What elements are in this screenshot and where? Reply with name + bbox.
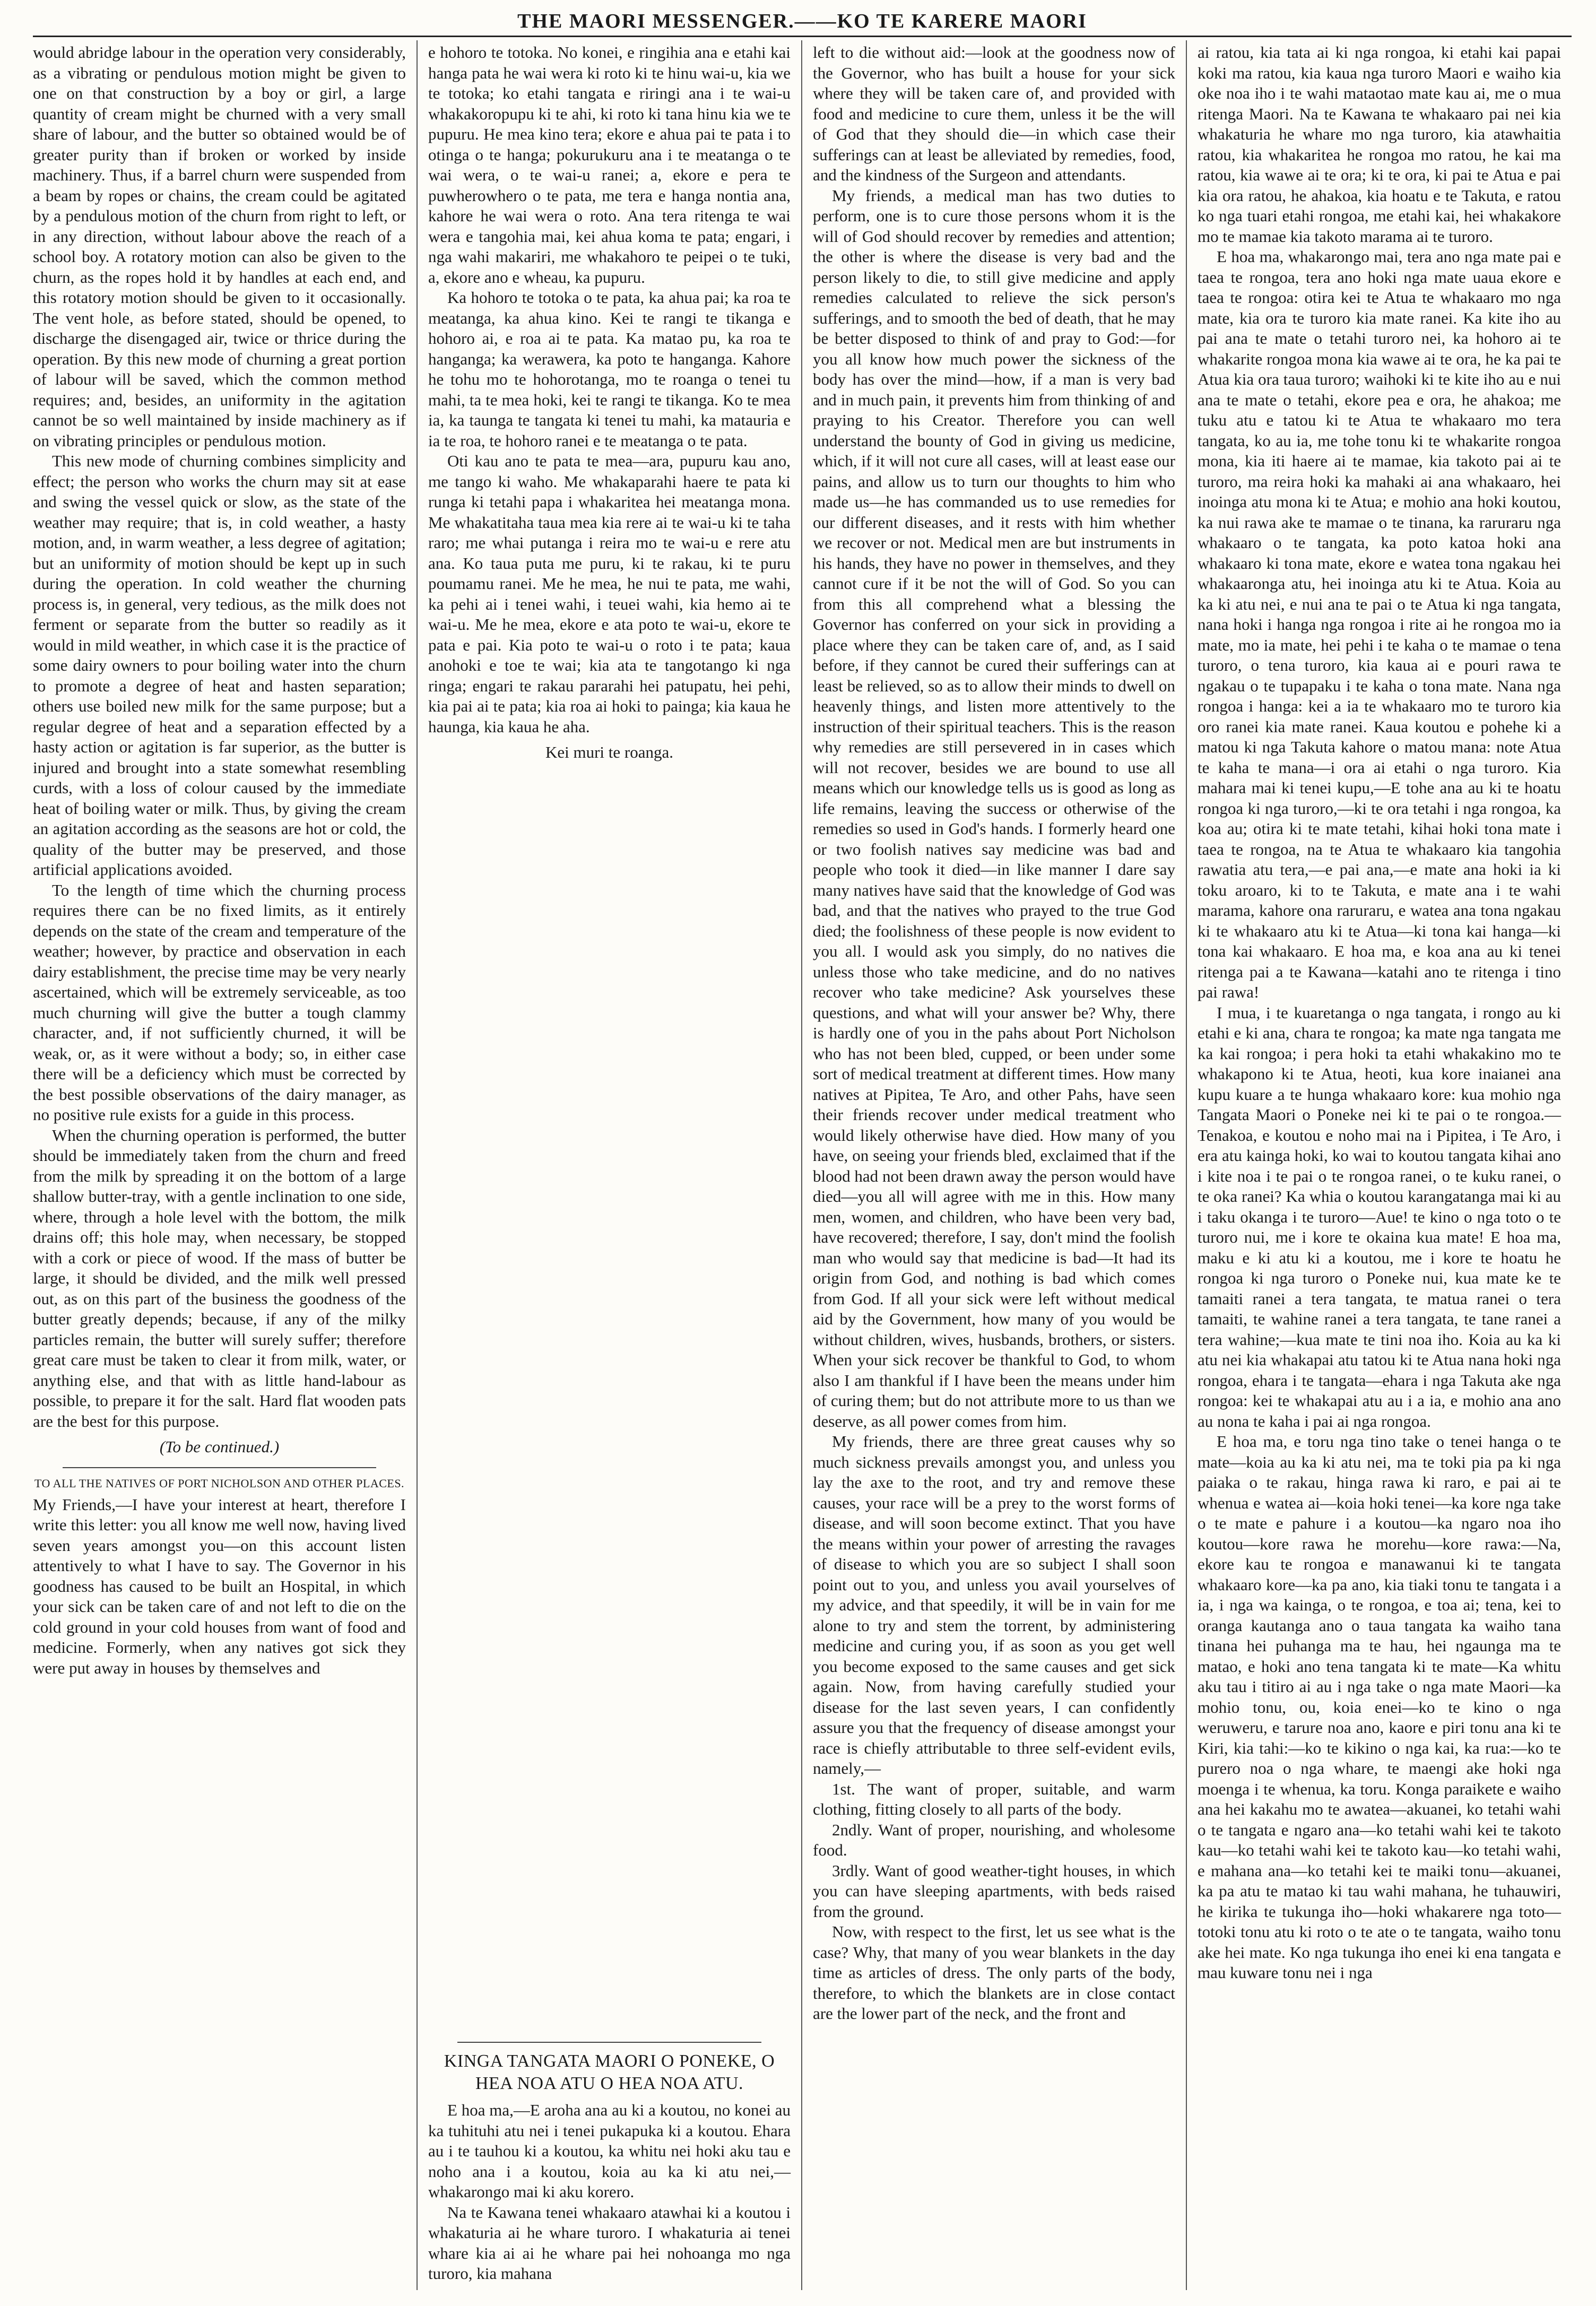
- paragraph: E hoa ma, e toru nga tino take o tenei hanga o te mate—koia au ka ki atu nei, ma te toki pia pa ki nga paiaka o te rakau, hinga rawa ki raro, e pai ai te whenua e watea ai—koia hoki tenei—ka kore nga take o te mate e pahure i a koutou—ka ngaro noa iho koutou—kore rawa he morehu—kore rawa:—Na, ekore kau te rongoa e manawanui ki te tangata whakaaro kore—ka pa ano, kia tiaki tonu te tangata i a ia, i nga wa kainga, o te rongoa, e toa ai; tena, kei to oranga kautanga ano o taua tangata ka waiho tana tinana hei puhanga ma te hau, hei ngaunga ma te matao, e hoki ano tena tangata ki te mate—Ka whitu aku tau i titiro ai au i nga take o nga mate Maori—ka mohio tonu, ou, koia enei—ko te kino o nga weruweru, e tarure noa ano, kaore e piri tonu ana ki te Kiri, kia tahi:—ko te kikino o nga kai, ka rua:—ko te purero noa o nga whare, te maengi ake hoki nga moenga i te whenua, ka toru. Konga paraikete e waiho ana hei kakahu mo te awatea—akuanei, ko tetahi wahi o te tangata e ngaro ana—ko tetahi wahi kei te takoto kau—ko tetahi wahi kei te takoto kau—ko tetahi wahi, e mahana ana—ko tetahi kei te maiki tonu—akuanei, ka pa atu te matao ki tau wahi mahana, he tuhauwiri, he kirika te tukunga iho—hoki whakarere nga toto—totoki tonu atu ki roto o te ate o te tangata, waiho tonu ake hei mate. Ko nga tukunga iho enei ki ena tangata e mau kuware tonu nei i nga: [1198, 1432, 1561, 1982]
- paragraph: My Friends,—I have your interest at heart, therefore I write this letter: you all know me well now, having lived seven years amongst you—on this account listen attentively to what I have to say. The Governor in his goodness has caused to be built an Hospital, in which your sick can be taken care of and not left to die on the cold ground in your cold houses from want of food and medicine. Formerly, when any natives got sick they were put away in houses by themselves and: [33, 1495, 406, 1677]
- columns: [33, 40, 1572, 2290]
- column-4: [1187, 40, 1572, 2290]
- paragraph: Oti kau ano te pata te mea—ara, pupuru kau ano, me tango ki waho. Me whakaparahi haere te pata ki runga ki tetahi papa i whakaritea hei meatanga mona. Me whakatitaha taua mea kia rere ai te wai-u ki te taha raro; me whai putanga i reira mo te wai-u e rere atu ana. Ko taua puta me puru, ki te rakau, ki te puru poumamu ranei. Me he mea, he nui te pata, me wahi, ka pehi ai i tenei wahi, i teuei wahi, kia hemo ai te wai-u. Me he mea, ekore e ata poto te wai-u, ekore te pata e pai. Kia poto te wai-u o roto i te pata; kaua anohoki e toe te wai; kia ata te tangotango ki nga ringa; engari te rakau pararahi hei patupatu, hei pehi, kia pai ai te pata; kia roa ai hoki to painga; kia kaua he haunga, kia kaua he aha.: [428, 452, 791, 736]
- column-1: [33, 40, 418, 2290]
- notice-heading: KINGA TANGATA MAORI O PONEKE, O HEA NOA ATU O HEA NOA ATU.: [444, 2051, 775, 2093]
- masthead: THE MAORI MESSENGER.——KO TE KARERE MAORI: [33, 5, 1572, 37]
- paragraph: would abridge labour in the operation very considerably, as a vibrating or pendulous motion might be given to one on that construction by a boy or girl, a large quantity of cream might be churned with a very small share of labour, and the butter so obtained would be of greater purity than if broken or worked by inside machinery. Thus, if a barrel churn were suspended from a beam by ropes or chains, the cream could be agitated by a pendulous motion of the churn from right to left, or in any direction, without labour above the reach of a school boy. A rotatory motion can also be given to the churn, as the ropes hold it by handles at each end, and this rotatory motion should be given to it occasionally. The vent hole, as before stated, should be opened, to discharge the disengaged air, twice or thrice during the operation. By this new mode of churning a great portion of labour will be saved, which the common method requires; and, besides, an uniformity in the agitation cannot be so well maintained by inside machinery as if on vibrating principles or pendulous motion.: [33, 43, 406, 450]
- paragraph: e hohoro te totoka. No konei, e ringihia ana e etahi kai hanga pata he wai wera ki roto ki te hinu wai-u, kia we te totoka; ko etahi tangata e riringi ana i te wai-u whakakoropupu ki te ahi, ki roto ki tana hinu kia we te pupuru. He mea kino tera; ekore e ahua pai te pata i to otinga o te hanga; pokurukuru ana i te meatanga o te wai wera, o te wai-u ranei; a, ekore e pera te puwherowhero o te pata, me tera e hanga nontia ana, kahore he wai wera o roto. Ana tera ritenga te wai wera e tangohia mai, kei ahua koma te pata; engari, i nga wahi makariri, me whakahoro te peipei o te tuki, a, ekore ano e wheau, ka pupuru.: [428, 43, 791, 287]
- paragraph: 2ndly. Want of proper, nourishing, and wholesome food.: [813, 1820, 1175, 1859]
- paragraph: My friends, a medical man has two duties to perform, one is to cure those persons whom it is the will of God should recover by remedies and attention; the other is where the disease is very bad and the person likely to die, to still give medicine and apply remedies calculated to relieve the sick person's sufferings, and to smooth the bed of death, that he may be better disposed to think of and pray to God:—for you all know how much power the sickness of the body has over the mind—how, if a man is very bad and in much pain, it prevents him from thinking of and praying to his Creator. Therefore you can well understand the bounty of God in giving us medicine, which, if it will not cure all cases, will at least ease our pains, and allow us to turn our thoughts to him who made us—he has commanded us to use remedies for our different diseases, and it rests with him whether we recover or not. Medical men are but instruments in his hands, they have no power in themselves, and they cannot cure if it be not the will of God. So you can from this all comprehend what a blessing the Governor has conferred on your sick in providing a place where they can be taken care of, and, as I said before, if they cannot be cured their sufferings can at least be relieved, so as to allow their minds to dwell on heavenly things, and listen more attentively to the instruction of their spiritual teachers. This is the reason why remedies are still persevered in in cases which will not recover, besides we are bound to use all means which our knowledge tells us is good as long as life remains, leaving the success or otherwise of the remedies so used in God's hands. I formerly heard one or two foolish natives say medicine was bad and people who took it died—in like manner I dare say many natives have said that the knowledge of God was bad, and that the natives who prayed to the true God died; the foolishness of these people is now evident to you all. I would ask you simply, do no natives die unless those who take medicine, and do no natives recover who take medicine? Ask yourselves these questions, and what will your answer be? Why, there is hardly one of you in the pahs about Port Nicholson who has not been bled, cupped, or been under some sort of medical treatment at different times. How many natives at Pipitea, Te Aro, and other Pahs, have seen their friends recover under medical treatment who would likely otherwise have died. How many of you have, on seeing your friends bled, exclaimed that if the blood had not been drawn away the person would have died—you all will agree with me in this. How many men, women, and children, who have been very bad, have recovered; therefore, I say, don't mind the foolish man who would say that medicine is bad—It had its origin from God, and nothing is bad which comes from God. If all your sick were left without medical aid by the Government, how many of you would be without children, wives, husbands, brothers, or sisters. When your sick recover be thankful to God, to whom also I am thankful if I have been the means under him of curing them; but do not attribute more to us than we deserve, as all power comes from him.: [813, 186, 1175, 1431]
- notice-heading: TO ALL THE NATIVES OF PORT NICHOLSON AND OTHER PLACES.: [34, 1476, 405, 1490]
- blank-space: [428, 998, 791, 2032]
- paragraph: ai ratou, kia tata ai ki nga rongoa, ki etahi kai papai koki ma ratou, kia kaua nga turoro Maori e waiho kia oke noa iho i te wahi mataotao mate kau ai, me o mua ritenga Maori. Na te Kawana te whakaaro pai nei kia whakaturia he whare mo nga turoro, kia atawhaitia ratou, kia whakaritea he rongoa mo ratou, he kai ma ratou, kia wawe ai te ora; ki te ora, ki pai te Atua e pai kia ora ratou, he ahakoa, kia hoatu e te Takuta, e ratou ko nga tuari etahi rongoa, me etahi kai, hei whakakore mo te mamae kia takoto marama ai te turoro.: [1198, 43, 1561, 246]
- divider: [457, 2042, 762, 2043]
- paragraph: When the churning operation is performed, the butter should be immediately taken from the churn and freed from the milk by spreading it on the bottom of a large shallow butter-tray, with a gentle inclination to one side, where, through a hole level with the bottom, the milk drains off; this hole may, when necessary, be stopped with a cork or piece of wood. If the mass of butter be large, it should be divided, and the milk well pressed out, as on this part of the business the goodness of the butter greatly depends; because, if any of the milky particles remain, the butter will surely suffer; therefore great care must be taken to clear it from milk, water, or anything else, and that with as little hand-labour as possible, to prepare it for the salt. Hard flat wooden pats are the best for this purpose.: [33, 1125, 406, 1431]
- paragraph: I mua, i te kuaretanga o nga tangata, i rongo au ki etahi e ki ana, chara te rongoa; ka mate nga tangata me ka kai rongoa; i pera hoki ta etahi whakakino mo te whakapono ki te Atua, heoti, kua kore inaianei ana kupu kuare a te hunga whakaaro kore: kua mohio nga Tangata Maori o Poneke nei ki te pai o te rongoa.—Tenakoa, e koutou e noho mai na i Pipitea, i Te Aro, i era atu kainga hoki, ko wai to koutou tangata kihai ano i kite noa i te pai o te rongoa ranei, o te kuku ranei, o te oka ranei? Ka whia o koutou karangatanga mai ki au i taku okanga i te turoro—Aue! te kino o nga toto o te turoro nui, me i kore te okaina kua mate! E hoa ma, maku e ki atu ki a koutou, me i kore te hoatu he rongoa ki nga turoro o Poneke nui, kua mate ke te tamaiti ranei a tera tangata, te matua ranei o tera tamaiti, te wahine ranei a tera tangata, te tane ranei a tera wahine;—kua mate te tini noa iho. Koia au ka ki atu nei kia whakapai atu tatou ki te Atua nana hoki nga rongoa, ehara i te tangata—ehara i nga Takuta ake nga rongoa: kei te whakapai atu au i a ia, e mohio ana ano au nona te kaha i pai ai nga rongoa.: [1198, 1003, 1561, 1431]
- column-3: [802, 40, 1187, 2290]
- column-2: [418, 40, 802, 2290]
- paragraph: My friends, there are three great causes why so much sickness prevails amongst you, and unless you lay the axe to the root, and try and remove these causes, your race will be a prey to the worst forms of disease, and will soon become extinct. That you have the means within your power of arresting the ravages of disease to which you are so subject I shall soon point out to you, and unless you avail yourselves of my advice, and that speedily, it will be in vain for me alone to try and stem the torrent, by administering medicine and curing you, if as soon as you get well you become exposed to the same causes and get sick again. Now, from having carefully studied your disease for the last seven years, I can confidently assure you that the frequency of disease amongst your race is chiefly attributable to three self-evident evils, namely,—: [813, 1432, 1175, 1778]
- paragraph: left to die without aid:—look at the goodness now of the Governor, who has built a house for your sick where they will be taken care of, and provided with food and medicine to cure them, unless it be the will of God that they should die—in which case their sufferings can at least be alleviated by remedies, food, and the kindness of the Surgeon and attendants.: [813, 43, 1175, 184]
- paragraph: 3rdly. Want of good weather-tight houses, in which you can have sleeping apartments, with beds raised from the ground.: [813, 1861, 1175, 1921]
- paragraph: This new mode of churning combines simplicity and effect; the person who works the churn may sit at ease and swing the vessel quick or slow, as the state of the weather may require; that is, in cold weather, a hasty motion, and, in warm weather, a less degree of agitation; but an uniformity of motion should be kept up in such during the operation. In cold weather the churning process is, in general, very tedious, as the milk does not ferment or separate from the butter so readily as it would in mild weather, in which case it is the practice of some dairy owners to pour boiling water into the churn to promote a degree of heat and hasten separation; others use boiled new milk for the same purpose; but a regular degree of heat and a separation effected by a hasty action or agitation is far superior, as the butter is injured and brought into a state somewhat resembling curds, with a loss of colour caused by the immediate heat of boiling water or milk. Thus, by giving the cream an agitation according as the seasons are hot or cold, the quality of the butter may be preserved, and those artificial applications avoided.: [33, 452, 406, 879]
- paragraph: To the length of time which the churning process requires there can be no fixed limits, as it entirely depends on the state of the cream and temperature of the weather; however, by practice and observation in each dairy establishment, the precise time may be very nearly ascertained, which will be extremely serviceable, as too much churning will give the butter a tough clammy character, and, if not sufficiently churned, it will be weak, or, as it were without a body; so, in either case there will be a deficiency which must be corrected by the best possible observations of the dairy manager, as no positive rule exists for a guide in this process.: [33, 880, 406, 1124]
- paragraph: Now, with respect to the first, let us see what is the case? Why, that many of you wear blankets in the day time as articles of dress. The only parts of the body, therefore, to which the blankets are in close contact are the lower part of the neck, and the front and: [813, 1922, 1175, 2023]
- to-be-continued: (To be continued.): [159, 1437, 280, 1456]
- column-2-top: [428, 42, 791, 998]
- paragraph: Ka hohoro te totoka o te pata, ka ahua pai; ka roa te meatanga, ka ahua kino. Kei te rangi te tikanga e hohoro ai, e roa ai te pata. Ka matao pu, ka roa te hanganga; ka werawera, ka poto te hanganga. Kahore he tohu mo te hohorotanga, mo te roanga o tenei tu mahi, ta te mea hoki, kei te rangi te tikanga. Ko te mea ia, ka taunga te tangata ki tenei tu mahi, ka matauria e ia te roa, te hohoro ranei e te meatanga o te pata.: [428, 288, 791, 450]
- divider: [63, 1467, 376, 1468]
- continued-note: Kei muri te roanga.: [545, 743, 674, 761]
- paragraph: E hoa ma,—E aroha ana au ki a koutou, no konei au ka tuhituhi atu nei i tenei pukapuka ki a koutou. Ehara au i te tauhou ki a koutou, ka whitu nei hoki aku tau e noho ana i a koutou, koia au ka ki atu nei,—whakarongo mai ki aku korero.: [428, 2101, 791, 2201]
- paragraph: E hoa ma, whakarongo mai, tera ano nga mate pai e taea te rongoa, tera ano hoki nga mate uaua ekore e taea te rongoa: otira kei te Atua te whakaaro mo nga mate, kia ora te turoro kia mate ranei. Ka kite iho au pai ana te mate o tetahi turoro nei, ka hohoro ai te whakarite rongoa mona kia wawe ai te ora, he ka pai te Atua kia ora taua turoro; waihoki ki te kite iho au e nui ana te mate o tetahi, ekore pea e ora, he ahakoa; me tuku atu e tatou ki te Atua te whakaaro mo tera tangata, ko au ia, me tohe tonu ki te whakarite rongoa mona, kia iti haere ai te mamae, kia takoto pai ai te turoro, ma reira hoki ka mahaki ai ana whakaaro, hei inoinga atu mona ki te Atua; e mohio ana hoki koutou, ka nui rawa ake te mamae o te tinana, ka raruraru nga whakaaro o te tangata, ka poto katoa hoki ana whakaaro ki tona mate, ekore e watea tona ngakau hei whakaaronga atu, hei inoinga atu ki te Atua. Koia au ka ki atu nei, e nui ana te pai o te Atua ki nga tangata, nana hoki i hanga nga rongoa i rite ai he rongoa mo ia mate, mo ia mate, hei pehi i te kaha o te mamae o tena turoro, o tena turoro, kia kaua ai e pouri rawa te ngakau o te tupapaku i te kaha o tona mate. Nana nga rongoa i hanga: kei a ia te whakaaro mo te turoro kia oro ranei kia mate ranei. Kaua koutou e pohehe ki a matou ki nga Takuta kahore o matou mana: note Atua te kaha te mana—i ora ai etahi o nga turoro. Kia mahara mai ki tenei kupu,—E tohe ana au ki te hoatu rongoa ki nga turoro,—ki te ora tetahi i nga rongoa, ka koa au; otira ki te mate tetahi, kihai hoki tona mate i taea te rongoa, na te Atua te whakaaro kia tangohia rawatia atu tera,—e pai ana,—e mate ana hoki ia ki toku aroaro, ki to te Takuta, e mate ana i te wahi marama, kahore ona raruraru, e watea ana tona ngakau ki te whakaaro atu ki te Atua—ki tona kai hanga—ki tona kai whakaaro. E hoa ma, e koa ana au ki tenei ritenga pai a te Kawana—katahi ano te ritenga i tino pai rawa!: [1198, 247, 1561, 1001]
- paragraph: 1st. The want of proper, suitable, and warm clothing, fitting closely to all parts of the body.: [813, 1779, 1175, 1818]
- paragraph: Na te Kawana tenei whakaaro atawhai ki a koutou i whakaturia ai he whare turoro. I whakaturia ai tenei whare kia ai ai he whare pai hei nohoanga mo nga turoro, kia mahana: [428, 2203, 791, 2283]
